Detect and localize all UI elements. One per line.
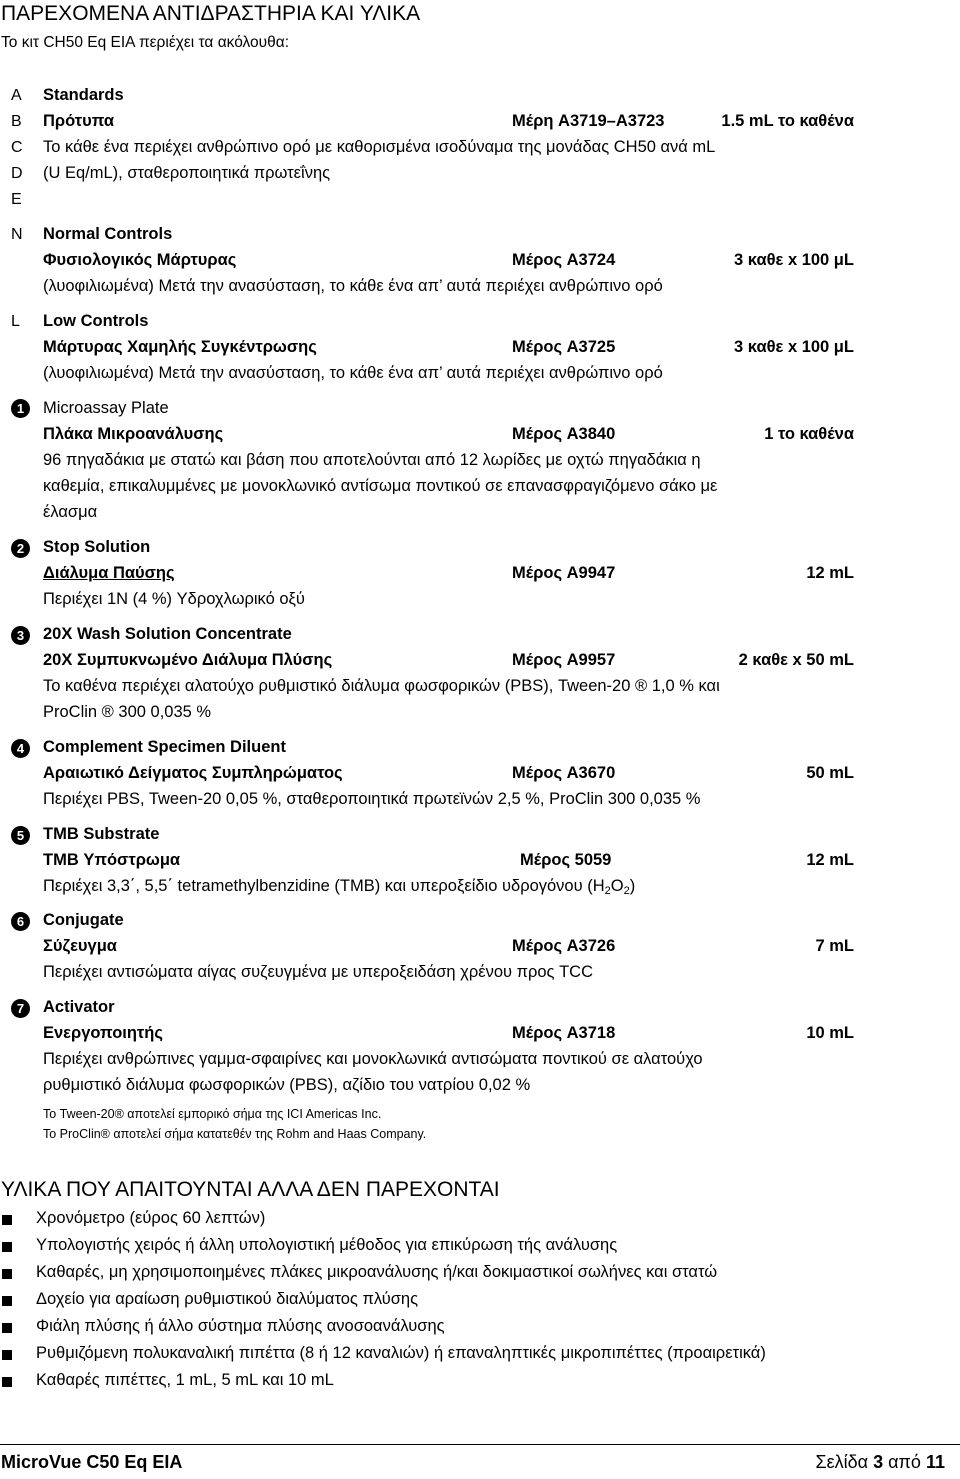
bullet-icon [2,1296,12,1306]
standards-desc-2: (U Eq/mL), σταθεροποιητικά πρωτεΐνης [43,164,331,182]
item-5-name-en: TMB Substrate [43,825,160,843]
item-2-name-en: Stop Solution [43,538,151,556]
item-7-desc-1: Περιέχει ανθρώπινες γαμμα-σφαιρίνες και μονοκλωνικά αντισώματα ποντικού σε αλατούχο [43,1050,703,1068]
low-part: Μέρος A3725 [512,338,616,356]
normal-qty: 3 καθε x 100 μL [734,251,854,269]
item-5-desc-end: ) [629,877,636,895]
normal-desc: (λυοφιλιωμένα) Μετά την ανασύσταση, το κάθε ένα απ’ αυτά περιέχει ανθρώπινο ορό [43,277,663,295]
item-7-qty: 10 mL [806,1024,854,1042]
item-4-part: Μέρος A3670 [512,764,616,782]
item-4-desc: Περιέχει PBS, Tween-20 0,05 %, σταθεροποιητικά πρωτεϊνών 2,5 %, ProClin 300 0,035 % [43,790,701,808]
item-1-desc-3: έλασμα [43,503,98,521]
item-6-name-el: Σύζευγμα [43,937,117,955]
footer-page [815,1452,945,1473]
bullet-icon [2,1323,12,1333]
item-2-name-el: Διάλυμα Παύσης [43,564,175,582]
item-5-desc-text: Περιέχει 3,3΄, 5,5΄ tetramethylbenzidine (TMB) και υπεροξείδιο υδρογόνου (H [43,877,605,895]
normal-name-el: Φυσιολογικός Μάρτυρας [43,251,237,269]
item-6-part: Μέρος A3726 [512,937,616,955]
item-5-desc [43,877,635,896]
footer-product: MicroVue C50 Eq EIA [1,1452,183,1472]
item-5-part: Μέρος 5059 [520,851,612,869]
item-6-qty: 7 mL [815,937,854,955]
low-qty: 3 καθε x 100 μL [734,338,854,356]
item-3-part: Μέρος A9957 [512,651,616,669]
required-item-7: Καθαρές πιπέττες, 1 mL, 5 mL και 10 mL [36,1371,334,1389]
item-1-desc-1: 96 πηγαδάκια με στατώ και βάση που αποτελούνται από 12 λωρίδες με οχτώ πηγαδάκια η [43,451,701,469]
item-7-desc-2: ρυθμιστικό διάλυμα φωσφορικών (PBS), αζίδιο του νατρίου 0,02 % [43,1076,531,1094]
item-5-qty: 12 mL [806,851,854,869]
footer-page-prefix: Σελίδα [815,1452,869,1472]
footer-page-total: 11 [925,1452,945,1472]
item-number-5: 5 [11,826,30,845]
standards-part: Μέρη A3719–A3723 [512,112,665,130]
item-4-name-en: Complement Specimen Diluent [43,738,286,756]
low-desc: (λυοφιλιωμένα) Μετά την ανασύσταση, το κάθε ένα απ’ αυτά περιέχει ανθρώπινο ορό [43,364,663,382]
low-name-en: Low Controls [43,312,149,330]
bullet-icon [2,1377,12,1387]
footer-rule [0,1444,960,1445]
letter-d: D [11,165,23,182]
item-6-name-en: Conjugate [43,911,124,929]
item-number-1: 1 [11,399,30,418]
item-3-desc-2: ProClin ® 300 0,035 % [43,703,212,721]
footer-page-num: 3 [873,1452,884,1472]
standards-name-el: Πρότυπα [43,112,115,130]
item-7-name-el: Ενεργοποιητής [43,1024,163,1042]
item-4-qty: 50 mL [806,764,854,782]
required-title: ΥΛΙΚΑ ΠΟΥ ΑΠΑΙΤΟΥΝΤΑΙ ΑΛΛΑ ΔΕΝ ΠΑΡΕΧΟΝΤΑΙ [1,1178,500,1201]
standards-desc-1: Το κάθε ένα περιέχει ανθρώπινο ορό με καθορισμένα ισοδύναμα της μονάδας CH50 ανά mL [43,138,716,156]
item-2-part: Μέρος A9947 [512,564,616,582]
item-1-part: Μέρος A3840 [512,425,616,443]
required-item-6: Ρυθμιζόμενη πολυκαναλική πιπέττα (8 ή 12 καναλιών) ή επαναληπτικές μικροπιπέττες (προαιρετικά) [36,1344,766,1362]
bullet-icon [2,1350,12,1360]
item-number-7: 7 [11,999,30,1018]
item-3-desc-1: Το καθένα περιέχει αλατούχο ρυθμιστικό διάλυμα φωσφορικών (PBS), Tween-20 ® 1,0 % και [43,677,720,695]
letter-a: A [11,87,22,104]
item-number-2: 2 [11,539,30,558]
bullet-icon [2,1269,12,1279]
letter-e: E [11,191,22,208]
low-name-el: Μάρτυρας Χαμηλής Συγκέντρωσης [43,338,317,356]
item-1-desc-2: καθεμία, επικαλυμμένες με μονοκλωνικό αντίσωμα ποντικού σε επανασφραγιζόμενο σάκο με [43,477,718,495]
trademark-tween: Το Tween-20® αποτελεί εμπορικό σήμα της ICI Americas Inc. [43,1107,382,1121]
normal-name-en: Normal Controls [43,225,173,243]
letter-n: N [11,226,23,243]
item-1-qty: 1 το καθένα [764,425,854,443]
required-item-3: Καθαρές, μη χρησιμοποιημένες πλάκες μικροανάλυσης ή/και δοκιμαστικοί σωλήνες και στατώ [36,1263,718,1281]
item-2-desc: Περιέχει 1N (4 %) Υδροχλωρικό οξύ [43,590,305,608]
required-item-4: Δοχείο για αραίωση ρυθμιστικού διαλύματος πλύσης [36,1290,419,1308]
item-1-name-el: Πλάκα Μικροανάλυσης [43,425,224,443]
item-number-3: 3 [11,626,30,645]
letter-l: L [11,313,20,330]
bullet-icon [2,1215,12,1225]
item-3-name-el: 20X Συμπυκνωμένο Διάλυμα Πλύσης [43,651,333,669]
standards-qty: 1.5 mL το καθένα [721,112,854,130]
letter-b: B [11,113,22,130]
item-5-name-el: TMB Υπόστρωμα [43,851,181,869]
item-5-desc-o: O [610,877,624,895]
item-1-name-en: Microassay Plate [43,399,169,417]
item-4-name-el: Αραιωτικό Δείγματος Συμπληρώματος [43,764,343,782]
item-6-desc: Περιέχει αντισώματα αίγας συζευγμένα με υπεροξειδάση χρένου προς TCC [43,963,593,981]
required-item-2: Υπολογιστής χειρός ή άλλη υπολογιστική μέθοδος για επικύρωση τής ανάλυσης [36,1236,618,1254]
trademark-proclin: Το ProClin® αποτελεί σήμα κατατεθέν της Rohm and Haas Company. [43,1127,427,1141]
item-2-qty: 12 mL [806,564,854,582]
item-number-4: 4 [11,739,30,758]
subscript: 2 [604,885,611,897]
standards-name-en: Standards [43,86,124,104]
page-title: ΠΑΡΕΧΟΜΕΝΑ ΑΝΤΙΔΡΑΣΤΗΡΙΑ ΚΑΙ ΥΛΙΚΑ [1,2,421,25]
normal-part: Μέρος A3724 [512,251,616,269]
letter-c: C [11,139,23,156]
required-item-5: Φιάλη πλύσης ή άλλο σύστημα πλύσης ανοσοανάλυσης [36,1317,445,1335]
item-3-qty: 2 καθε x 50 mL [738,651,854,669]
item-7-part: Μέρος A3718 [512,1024,616,1042]
required-item-1: Χρονόμετρο (εύρος 60 λεπτών) [36,1209,266,1227]
bullet-icon [2,1242,12,1252]
subscript: 2 [623,885,630,897]
page-subtitle: Το κιτ CH50 Eq EIA περιέχει τα ακόλουθα: [1,34,290,51]
footer-page-mid: από [888,1452,921,1472]
item-3-name-en: 20X Wash Solution Concentrate [43,625,292,643]
item-7-name-en: Activator [43,998,115,1016]
item-number-6: 6 [11,912,30,931]
